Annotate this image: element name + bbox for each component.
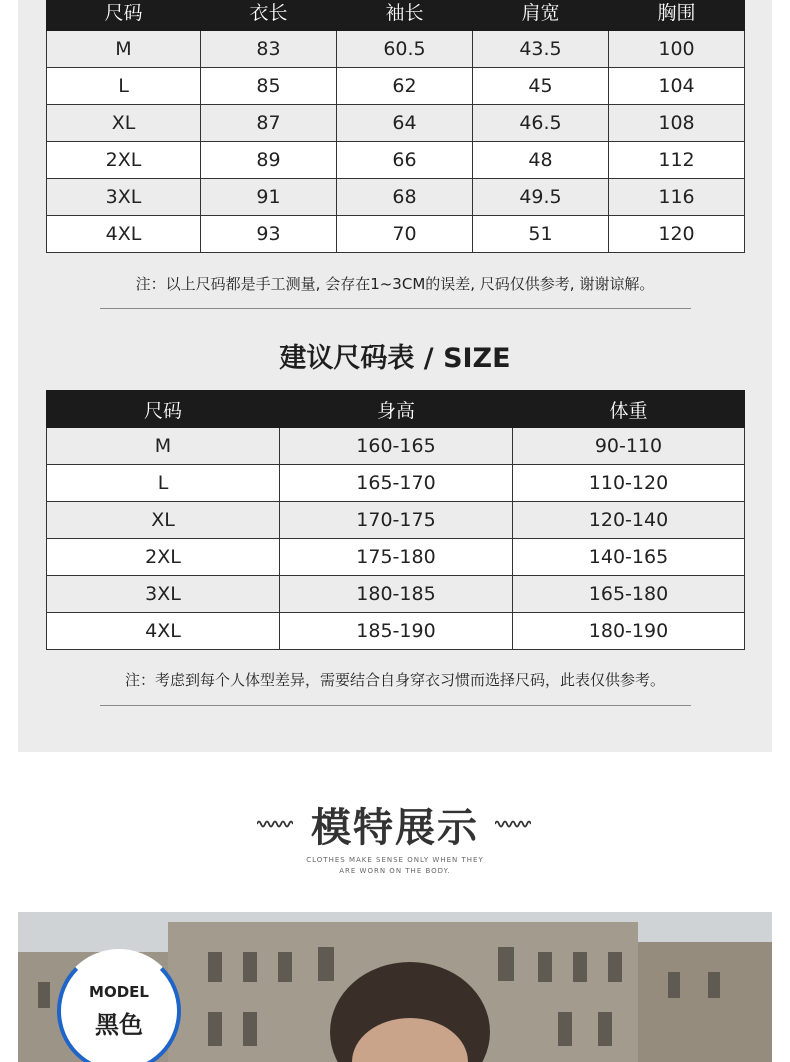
table-cell: 160-165	[280, 428, 513, 465]
table-cell: 2XL	[47, 539, 280, 576]
badge-model-label: MODEL	[89, 983, 149, 1001]
divider	[100, 705, 691, 706]
table-cell: 48	[473, 142, 609, 179]
column-header: 衣长	[201, 0, 337, 31]
table-row	[47, 428, 745, 465]
table-cell: 68	[337, 179, 473, 216]
table-cell: 4XL	[47, 613, 280, 650]
table-cell: 100	[609, 31, 745, 68]
table-cell: 93	[201, 216, 337, 253]
model-subtitle-line1: CLOTHES MAKE SENSE ONLY WHEN THEY	[306, 856, 484, 864]
table-cell: M	[47, 428, 280, 465]
table-row	[47, 179, 745, 216]
table-cell: 89	[201, 142, 337, 179]
size-suggestion-title: 建议尺码表 / SIZE	[279, 343, 511, 374]
table-row	[47, 576, 745, 613]
table-cell: 46.5	[473, 105, 609, 142]
table-cell: 180-190	[513, 613, 745, 650]
table-row	[47, 465, 745, 502]
table-cell: XL	[47, 105, 201, 142]
wave-decoration-icon	[495, 818, 531, 828]
table-cell: L	[47, 465, 280, 502]
table-cell: 140-165	[513, 539, 745, 576]
table-row	[47, 142, 745, 179]
table-cell: 83	[201, 31, 337, 68]
table-row	[47, 216, 745, 253]
table-cell: 3XL	[47, 179, 201, 216]
table-row	[47, 539, 745, 576]
column-header: 肩宽	[473, 0, 609, 31]
table-cell: 43.5	[473, 31, 609, 68]
measurement-table	[46, 0, 745, 253]
table-row	[47, 31, 745, 68]
table-cell: 175-180	[280, 539, 513, 576]
model-subtitle-line2: ARE WORN ON THE BODY.	[339, 867, 451, 875]
table-header-row	[47, 0, 745, 31]
model-color-badge	[57, 949, 181, 1062]
table-cell: 116	[609, 179, 745, 216]
table-cell: 108	[609, 105, 745, 142]
table-cell: 4XL	[47, 216, 201, 253]
table-cell: XL	[47, 502, 280, 539]
divider	[100, 308, 691, 309]
table-cell: 165-170	[280, 465, 513, 502]
column-header: 袖长	[337, 0, 473, 31]
table-cell: 170-175	[280, 502, 513, 539]
table-row	[47, 502, 745, 539]
table-row	[47, 613, 745, 650]
measurement-note: 注：以上尺码都是手工测量, 会存在1~3CM的误差, 尺码仅供参考, 谢谢谅解。	[135, 275, 655, 293]
column-header: 尺码	[47, 391, 280, 428]
table-cell: 2XL	[47, 142, 201, 179]
table-cell: 112	[609, 142, 745, 179]
column-header: 尺码	[47, 0, 201, 31]
column-header: 胸围	[609, 0, 745, 31]
table-cell: 51	[473, 216, 609, 253]
table-cell: 64	[337, 105, 473, 142]
table-cell: 185-190	[280, 613, 513, 650]
table-cell: 85	[201, 68, 337, 105]
table-cell: 120	[609, 216, 745, 253]
table-cell: 49.5	[473, 179, 609, 216]
table-row	[47, 105, 745, 142]
size-suggestion-table	[46, 390, 745, 650]
table-cell: 110-120	[513, 465, 745, 502]
table-cell: 45	[473, 68, 609, 105]
model-section-header	[0, 796, 790, 856]
table-cell: 70	[337, 216, 473, 253]
table-cell: 62	[337, 68, 473, 105]
table-cell: 165-180	[513, 576, 745, 613]
table-cell: 3XL	[47, 576, 280, 613]
badge-color-label: 黑色	[95, 1011, 143, 1039]
table-cell: 60.5	[337, 31, 473, 68]
table-header-row	[47, 391, 745, 428]
table-cell: 91	[201, 179, 337, 216]
table-cell: 66	[337, 142, 473, 179]
table-cell: 87	[201, 105, 337, 142]
table-cell: L	[47, 68, 201, 105]
table-cell: 104	[609, 68, 745, 105]
suggestion-note: 注：考虑到每个人体型差异，需要结合自身穿衣习惯而选择尺码，此表仅供参考。	[124, 671, 665, 689]
column-header: 身高	[280, 391, 513, 428]
model-section-title: 模特展示	[311, 805, 479, 851]
column-header: 体重	[513, 391, 745, 428]
table-cell: 120-140	[513, 502, 745, 539]
table-cell: M	[47, 31, 201, 68]
table-cell: 90-110	[513, 428, 745, 465]
table-cell: 180-185	[280, 576, 513, 613]
table-row	[47, 68, 745, 105]
